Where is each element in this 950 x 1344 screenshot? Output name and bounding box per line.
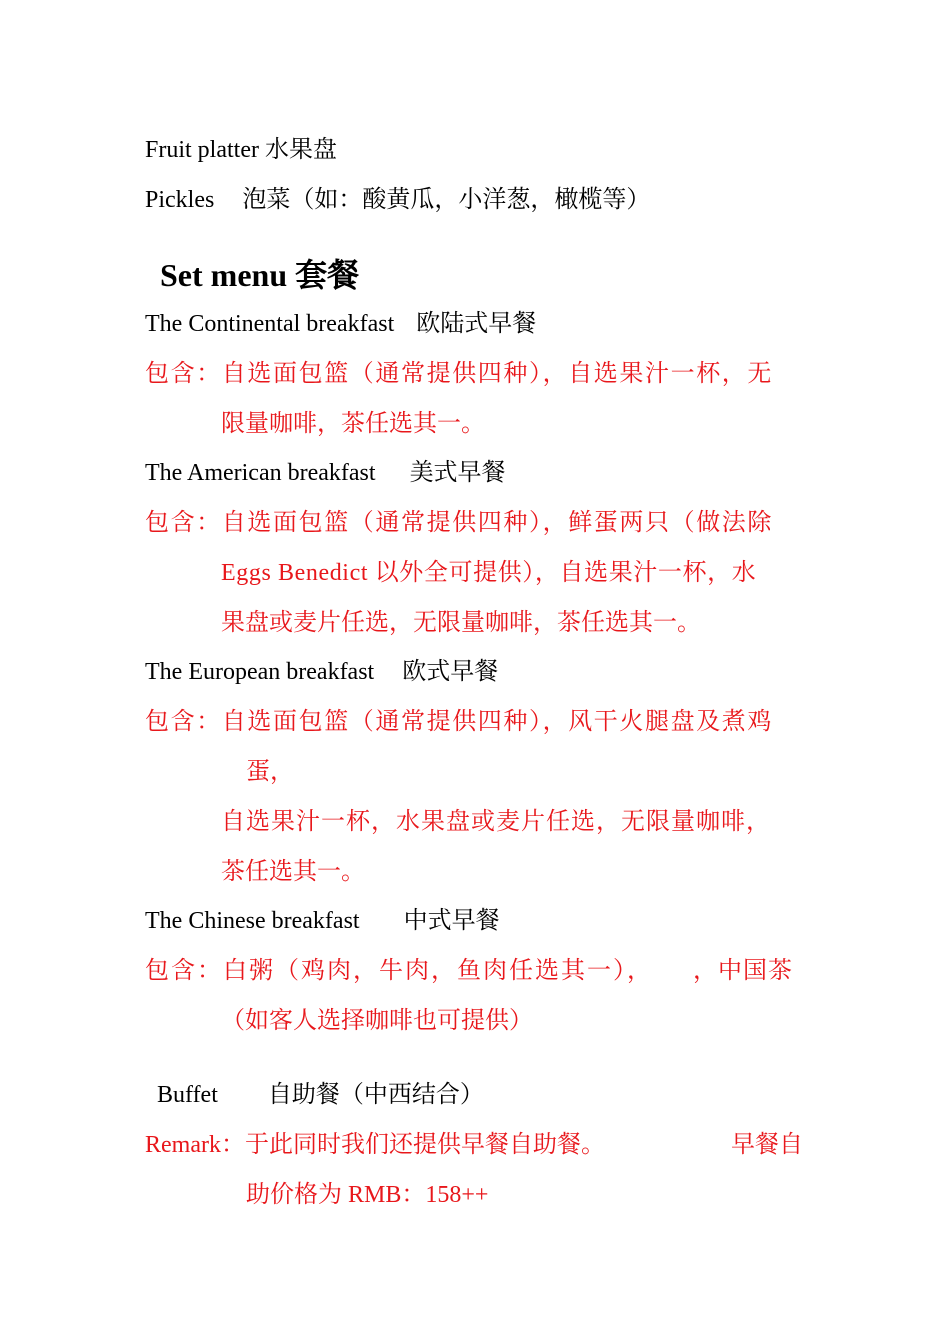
american-desc-line3: 果盘或麦片任选，无限量咖啡，茶任选其一。 [221,610,701,636]
american-desc-line2: Eggs Benedict 以外全可提供），自选果汁一杯，水 [221,560,757,586]
american-desc-line1: 包含：自选面包篮（通常提供四种），鲜蛋两只（做法除 [145,510,773,536]
pickles-cn: 泡菜（如：酸黄瓜，小洋葱，橄榄等） [242,187,651,213]
chinese-desc-line1a: 包含：白粥（鸡肉，牛肉，鱼肉任选其一）， [145,958,653,984]
continental-title-cn: 欧陆式早餐 [416,311,537,337]
european-title-en: The European breakfast [145,659,375,685]
continental-title [145,309,536,339]
european-title [145,657,498,687]
pickles-en: Pickles [145,187,215,213]
european-desc-line3: 自选果汁一杯，水果盘或麦片任选，无限量咖啡， [221,809,771,835]
buffet-title-en: Buffet [157,1082,218,1108]
remark-label: Remark： [145,1132,245,1158]
chinese-desc-line1b: ，中国茶 [693,958,793,984]
continental-desc-line2: 限量咖啡，茶任选其一。 [221,411,485,437]
european-desc-line1: 包含：自选面包篮（通常提供四种），风干火腿盘及煮鸡 [145,709,773,735]
buffet-remark [145,1130,605,1160]
buffet-title-cn: 自助餐（中西结合） [267,1082,484,1108]
chinese-title-cn: 中式早餐 [403,908,500,934]
american-title-cn: 美式早餐 [409,460,506,486]
set-menu-heading: Set menu 套餐 [160,257,360,293]
continental-title-en: The Continental breakfast [145,311,395,337]
remark-text: 于此同时我们还提供早餐自助餐。 [244,1132,605,1158]
chinese-title-en: The Chinese breakfast [145,908,360,934]
continental-desc-line1: 包含：自选面包篮（通常提供四种），自选果汁一杯，无 [145,361,773,387]
european-desc-line4: 茶任选其一。 [221,859,365,885]
buffet-price-line: 助价格为 RMB：158++ [246,1182,489,1208]
american-title [145,458,506,488]
chinese-desc-line1 [145,956,653,986]
pickles-item [145,185,650,215]
chinese-title [145,906,500,936]
chinese-desc-line2: （如客人选择咖啡也可提供） [221,1008,533,1034]
european-desc-line2: 蛋， [246,759,294,785]
american-title-en: The American breakfast [145,460,376,486]
european-title-cn: 欧式早餐 [402,659,499,685]
buffet-title [157,1080,484,1110]
remark-tail: 早餐自 [731,1132,803,1158]
fruit-platter-item: Fruit platter 水果盘 [145,137,337,163]
